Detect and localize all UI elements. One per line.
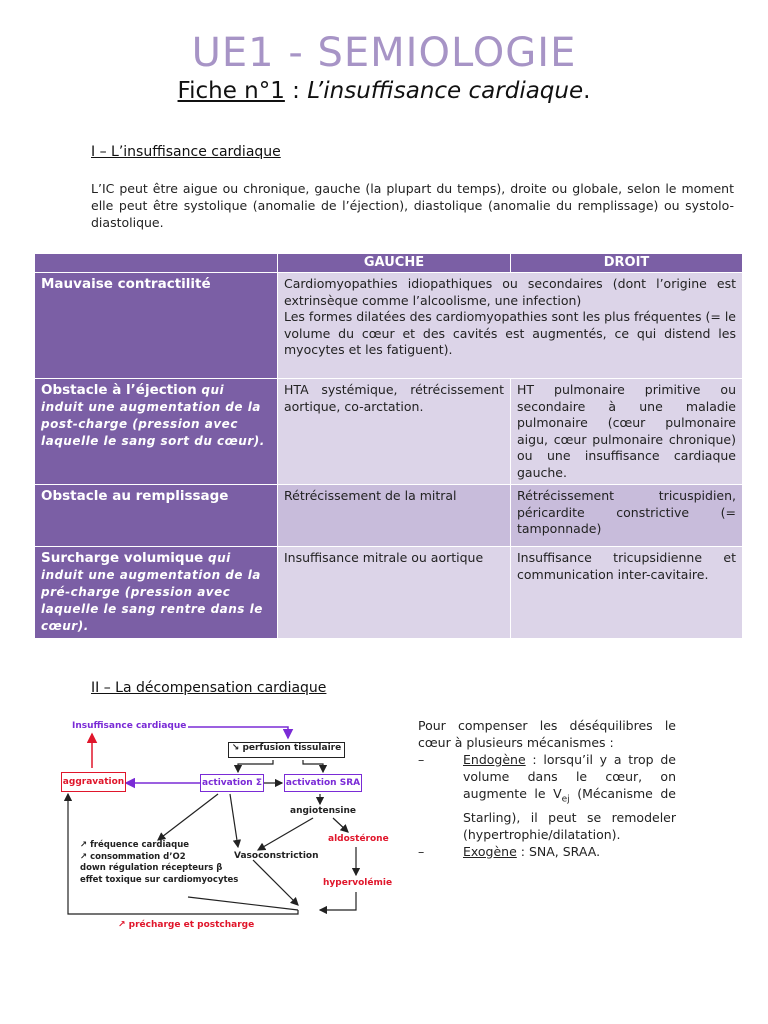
list-item-label: Exogène [463, 843, 517, 859]
row-head [35, 273, 278, 379]
label-hypervolemie: hypervolémie [323, 878, 393, 888]
box-aggravation [61, 772, 126, 792]
list-item-text-a: : SNA, SRAA. [516, 843, 601, 859]
arrow-perfusion-sra [303, 760, 323, 772]
row-head-title: Surcharge volumique [41, 550, 204, 566]
subtitle-topic: L’insuffisance cardiaque [307, 78, 584, 104]
arrow-ic-perfusion [188, 727, 288, 738]
table-row [35, 379, 743, 485]
aggravation-text: aggravation [62, 777, 125, 787]
arrow-angio-vaso [258, 818, 313, 850]
cell-droit: Rétrécissement tricuspidien, péricardite constrictive (= tamponnade) [511, 485, 743, 547]
row-head-sub: qui induit une augmentation de la pré-charge (pression avec laquelle le sang rentre dans le cœur). [41, 551, 263, 633]
list-item [418, 751, 676, 843]
cell-droit: HT pulmonaire primitive ou secondaire à une maladie pulmonaire (cœur pulmonaire aigu, cœur pulmonaire chronique) ou une insuffisance cardiaque gauche. [511, 379, 743, 485]
box-activation-sra [284, 774, 362, 792]
arrow-sigma-effects [158, 794, 218, 840]
list-dash: – [418, 843, 425, 859]
row-head [35, 379, 278, 485]
table-row [35, 273, 743, 379]
section2-heading: II – La décompensation cardiaque [91, 680, 327, 696]
row-head-sub: qui induit une augmentation de la post-charge (pression avec laquelle le sang sort du cœur). [41, 383, 265, 448]
cell-droit: Insuffisance tricupsidienne et communication inter-cavitaire. [511, 547, 743, 639]
effect-item: ↗ consommation d’O2 [80, 851, 186, 862]
box-activation-sigma [200, 774, 264, 792]
activation-sra-text: activation SRA [285, 778, 361, 788]
perfusion-text: ↘ perfusion tissulaire [231, 743, 342, 753]
row-head-title: Obstacle au remplissage [41, 488, 229, 504]
line-effects-precharge [188, 897, 298, 910]
activation-sigma-text: activation Σ [202, 778, 262, 788]
arrow-perfusion-sigma [238, 760, 273, 772]
row-head-title: Obstacle à l’éjection [41, 382, 197, 398]
list-item-label: Endogène [463, 752, 526, 767]
section1-heading: I – L’insuffisance cardiaque [91, 144, 281, 160]
page-title: UE1 - SEMIOLOGIE [191, 30, 577, 76]
subtitle-period: . [583, 78, 591, 104]
effect-item: ↗ fréquence cardiaque [80, 840, 190, 850]
section1-intro: L’IC peut être aigue ou chronique, gauche (la plupart du temps), droite ou globale, selon le moment elle peut être systolique (anomalie de l’éjection), diastolique (anomalie du remplissage) ou systolo-diastolique. [91, 181, 734, 230]
cell-both: Cardiomyopathies idiopathiques ou secondaires (dont l’origine est extrinsèque comme l’alcoolisme, une infection) Les formes dilatées des cardiomyopathies sont les plus fréquentes (= le volume du cœur et des cavités est augmentés, ce qui distend les myocytes et les fatiguent). [278, 273, 743, 379]
section2-text [418, 717, 676, 860]
table-row [35, 485, 743, 547]
label-aldosterone: aldostérone [328, 834, 389, 844]
list-item-sub: ej [561, 794, 570, 805]
list-item-text [463, 843, 600, 860]
list-dash: – [418, 752, 425, 767]
cell-gauche: Rétrécissement de la mitral [278, 485, 511, 547]
ic-table [34, 253, 743, 639]
cell-gauche: HTA systémique, rétrécissement aortique, co-arctation. [278, 379, 511, 485]
decompensation-diagram [58, 712, 398, 942]
subtitle [0, 78, 768, 104]
table-header-gauche: GAUCHE [278, 254, 511, 273]
list-item-text-b: (Mécanisme de Starling), il peut se remodeler (hypertrophie/dilatation). [463, 786, 676, 842]
effect-item: effet toxique sur cardiomyocytes [80, 874, 239, 885]
row-head [35, 485, 278, 547]
label-angiotensine: angiotensine [290, 806, 356, 816]
list-item-text-a: : lorsqu’il y a trop de volume dans le cœur, on augmente le V [463, 752, 676, 801]
label-precharge: ↗ précharge et postcharge [118, 920, 255, 930]
table-header-blank [35, 254, 278, 273]
row-head-title: Mauvaise contractilité [41, 276, 211, 292]
table-header-row [35, 254, 743, 273]
list-item-text [463, 751, 676, 843]
subtitle-separator: : [284, 78, 308, 104]
label-vasoconstriction: Vasoconstriction [234, 851, 319, 861]
box-perfusion [228, 742, 345, 758]
arrow-vaso-precharge [253, 860, 298, 905]
fiche-number: Fiche n°1 [177, 78, 285, 104]
row-head [35, 547, 278, 639]
cell-gauche: Insuffisance mitrale ou aortique [278, 547, 511, 639]
arrow-angio-aldo [333, 818, 348, 832]
section2-intro: Pour compenser les déséquilibres le cœur à plusieurs mécanismes : [418, 718, 676, 750]
effect-item: down régulation récepteurs β [80, 863, 223, 873]
arrow-hyper-precharge [320, 892, 356, 910]
table-header-droit: DROIT [511, 254, 743, 273]
effects-list [80, 840, 238, 886]
list-item [418, 843, 676, 860]
table-row [35, 547, 743, 639]
label-insuffisance: Insuffisance cardiaque [72, 721, 187, 731]
